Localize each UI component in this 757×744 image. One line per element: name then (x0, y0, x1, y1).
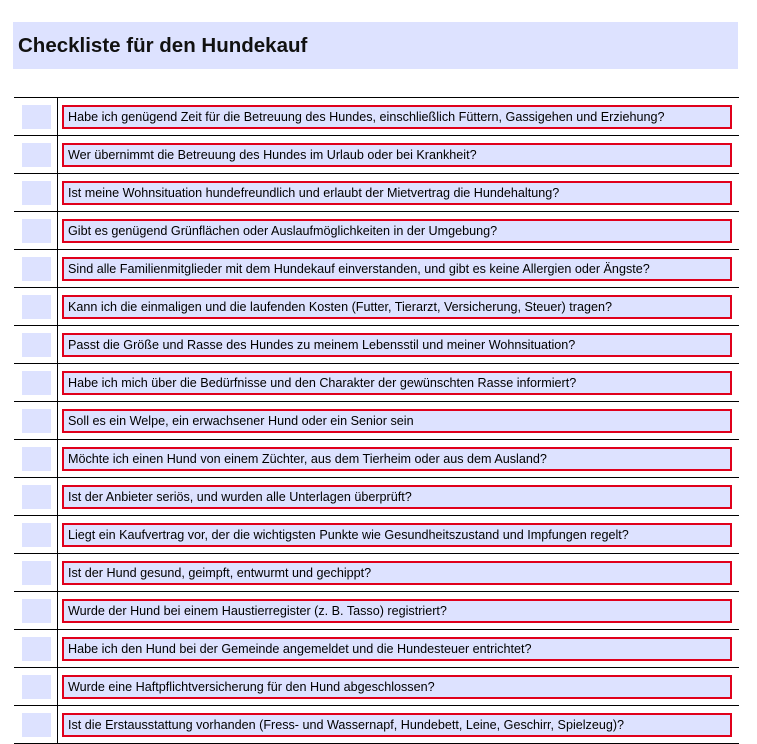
checklist-checkbox[interactable] (22, 333, 51, 357)
checklist-row (14, 326, 739, 364)
checklist-text-field[interactable]: Wer übernimmt die Betreuung des Hundes im Urlaub oder bei Krankheit? (62, 143, 732, 167)
checklist-text-field[interactable]: Ist der Anbieter seriös, und wurden alle Unterlagen überprüft? (62, 485, 732, 509)
checklist-checkbox[interactable] (22, 599, 51, 623)
checklist-checkbox[interactable] (22, 675, 51, 699)
checklist-text-field[interactable]: Liegt ein Kaufvertrag vor, der die wichtigsten Punkte wie Gesundheitszustand und Impfungen regelt? (62, 523, 732, 547)
checklist-checkbox[interactable] (22, 523, 51, 547)
checklist-checkbox[interactable] (22, 143, 51, 167)
checklist-text-field[interactable]: Ist der Hund gesund, geimpft, entwurmt und gechippt? (62, 561, 732, 585)
checklist-row (14, 478, 739, 516)
title-bar (13, 22, 738, 69)
checklist-row (14, 250, 739, 288)
checklist-table (14, 97, 739, 744)
checklist-text-field[interactable]: Wurde der Hund bei einem Haustierregister (z. B. Tasso) registriert? (62, 599, 732, 623)
checklist-row (14, 212, 739, 250)
checklist-text-field[interactable]: Kann ich die einmaligen und die laufenden Kosten (Futter, Tierarzt, Versicherung, Steuer) tragen? (62, 295, 732, 319)
checklist-row (14, 402, 739, 440)
checklist-text-field[interactable]: Habe ich den Hund bei der Gemeinde angemeldet und die Hundesteuer entrichtet? (62, 637, 732, 661)
checklist-row (14, 516, 739, 554)
checklist-checkbox[interactable] (22, 447, 51, 471)
checklist-checkbox[interactable] (22, 637, 51, 661)
checklist-text-field[interactable]: Ist meine Wohnsituation hundefreundlich und erlaubt der Mietvertrag die Hundehaltung? (62, 181, 732, 205)
checklist-row (14, 364, 739, 402)
checklist-checkbox[interactable] (22, 181, 51, 205)
checklist-text-field[interactable]: Sind alle Familienmitglieder mit dem Hundekauf einverstanden, und gibt es keine Allergien oder Ängste? (62, 257, 732, 281)
checklist-checkbox[interactable] (22, 257, 51, 281)
checklist-row (14, 174, 739, 212)
checklist-text-field[interactable]: Möchte ich einen Hund von einem Züchter, aus dem Tierheim oder aus dem Ausland? (62, 447, 732, 471)
checklist-row (14, 592, 739, 630)
checklist-text-field[interactable]: Habe ich genügend Zeit für die Betreuung des Hundes, einschließlich Füttern, Gassigehen und Erziehung? (62, 105, 732, 129)
checklist-checkbox[interactable] (22, 295, 51, 319)
checklist-text-field[interactable]: Passt die Größe und Rasse des Hundes zu meinem Lebensstil und meiner Wohnsituation? (62, 333, 732, 357)
checklist-checkbox[interactable] (22, 561, 51, 585)
checklist-text-field[interactable]: Habe ich mich über die Bedürfnisse und den Charakter der gewünschten Rasse informiert? (62, 371, 732, 395)
checklist-row (14, 440, 739, 478)
checklist-checkbox[interactable] (22, 485, 51, 509)
checklist-row (14, 706, 739, 744)
page-title: Checkliste für den Hundekauf (18, 33, 308, 57)
checklist-checkbox[interactable] (22, 371, 51, 395)
checklist-row (14, 668, 739, 706)
checklist-row (14, 630, 739, 668)
checklist-row (14, 288, 739, 326)
checklist-text-field[interactable]: Ist die Erstausstattung vorhanden (Fress- und Wassernapf, Hundebett, Leine, Geschirr, Spielzeug)? (62, 713, 732, 737)
checklist-text-field[interactable]: Soll es ein Welpe, ein erwachsener Hund oder ein Senior sein (62, 409, 732, 433)
checklist-checkbox[interactable] (22, 713, 51, 737)
checklist-row (14, 136, 739, 174)
checklist-checkbox[interactable] (22, 105, 51, 129)
checklist-row (14, 554, 739, 592)
checklist-text-field[interactable]: Gibt es genügend Grünflächen oder Auslaufmöglichkeiten in der Umgebung? (62, 219, 732, 243)
checklist-text-field[interactable]: Wurde eine Haftpflichtversicherung für den Hund abgeschlossen? (62, 675, 732, 699)
checklist-row (14, 98, 739, 136)
checklist-checkbox[interactable] (22, 219, 51, 243)
checklist-checkbox[interactable] (22, 409, 51, 433)
